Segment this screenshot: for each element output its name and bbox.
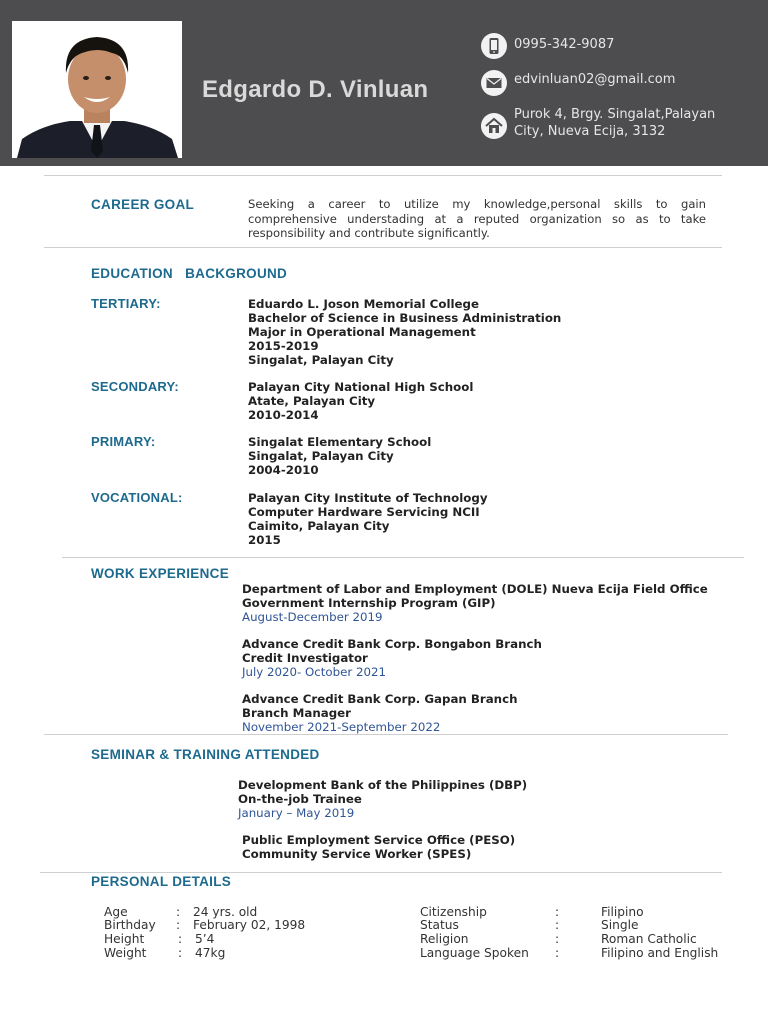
education-line: 2010-2014 [248,408,319,422]
education-line: Palayan City Institute of Technology [248,491,488,505]
education-line: 2015 [248,533,281,547]
personal-details-title: PERSONAL DETAILS [91,874,232,889]
pd-colon: : [178,932,183,946]
address-line-2: City, Nueva Ecija, 3132 [514,124,666,139]
seminar-title: SEMINAR & TRAINING ATTENDED [91,747,320,762]
education-secondary [248,380,473,422]
education-label-primary: PRIMARY: [91,434,156,449]
pd-value-weight: 47kg [195,946,226,960]
pd-colon: : [555,946,560,960]
pd-value-height: 5’4 [195,932,215,946]
pd-value-status: Single [601,918,639,932]
seminar-org: Public Employment Service Office (PESO) [242,833,516,847]
work-date: August-December 2019 [242,610,383,624]
divider [44,734,728,735]
work-entry [242,637,542,679]
pd-colon: : [176,918,181,932]
pd-colon: : [178,946,183,960]
pd-colon: : [176,905,181,919]
education-label-vocational: VOCATIONAL: [91,490,183,505]
pd-label-weight: Weight [104,946,147,960]
pd-label-citizenship: Citizenship [420,905,487,919]
seminar-role: Community Service Worker (SPES) [242,847,472,861]
divider [40,872,722,873]
pd-colon: : [555,932,560,946]
phone-icon [481,33,507,59]
divider [44,175,722,176]
address-line-1: Purok 4, Brgy. Singalat,Palayan [514,107,716,122]
work-experience-title: WORK EXPERIENCE [91,566,230,581]
education-line: Major in Operational Management [248,325,476,339]
education-label-tertiary: TERTIARY: [91,296,161,311]
pd-label-height: Height [104,932,145,946]
career-goal-text: Seeking a career to utilize my knowledge,personal skills to gain comprehensive understading at a reputed organization so as to take responsibility and contribute significantly. [248,197,706,240]
work-org: Advance Credit Bank Corp. Bongabon Branch [242,637,542,651]
work-date: July 2020- October 2021 [242,665,386,679]
education-line: Computer Hardware Servicing NCII [248,505,480,519]
divider [62,557,744,558]
seminar-org: Development Bank of the Philippines (DBP) [238,778,528,792]
pd-label-religion: Religion [420,932,469,946]
education-line: Eduardo L. Joson Memorial College [248,297,479,311]
work-date: November 2021-September 2022 [242,720,441,734]
education-line: Bachelor of Science in Business Administration [248,311,562,325]
profile-photo [12,21,182,158]
education-line: Singalat, Palayan City [248,449,394,463]
phone-number: 0995-342-9087 [514,37,615,52]
education-label-secondary: SECONDARY: [91,379,179,394]
education-title: EDUCATION BACKGROUND [91,266,288,281]
pd-colon: : [555,905,560,919]
education-line: Atate, Palayan City [248,394,376,408]
seminar-role: On-the-job Trainee [238,792,362,806]
education-line: Caimito, Palayan City [248,519,390,533]
email-address: edvinluan02@gmail.com [514,72,676,87]
education-vocational [248,491,488,547]
pd-label-status: Status [420,918,459,932]
education-line: Palayan City National High School [248,380,474,394]
work-role: Government Internship Program (GIP) [242,596,496,610]
education-line: Singalat Elementary School [248,435,432,449]
pd-label-birthday: Birthday [104,918,156,932]
pd-value-age: 24 yrs. old [193,905,258,919]
seminar-entry [238,778,527,820]
divider [44,247,722,248]
home-address [514,106,715,140]
work-role: Credit Investigator [242,651,368,665]
work-role: Branch Manager [242,706,351,720]
education-line: Singalat, Palayan City [248,353,394,367]
education-line: 2015-2019 [248,339,319,353]
pd-label-language: Language Spoken [420,946,529,960]
seminar-date: January – May 2019 [238,806,355,820]
work-org: Department of Labor and Employment (DOLE) Nueva Ecija Field Office [242,582,708,596]
education-line: 2004-2010 [248,463,319,477]
pd-value-birthday: February 02, 1998 [193,918,306,932]
work-entry [242,582,708,624]
education-tertiary [248,297,561,367]
work-org: Advance Credit Bank Corp. Gapan Branch [242,692,518,706]
work-entry [242,692,517,734]
pd-value-citizenship: Filipino [601,905,644,919]
resume-header [0,0,768,166]
full-name: Edgardo D. Vinluan [202,76,429,103]
education-primary [248,435,431,477]
seminar-entry [242,833,515,861]
career-goal-title: CAREER GOAL [91,197,195,212]
pd-value-religion: Roman Catholic [601,932,697,946]
home-icon [481,113,507,139]
profile-photo-image [12,21,182,158]
mail-icon [481,70,507,96]
pd-label-age: Age [104,905,128,919]
pd-value-language: Filipino and English [601,946,719,960]
pd-colon: : [555,918,560,932]
